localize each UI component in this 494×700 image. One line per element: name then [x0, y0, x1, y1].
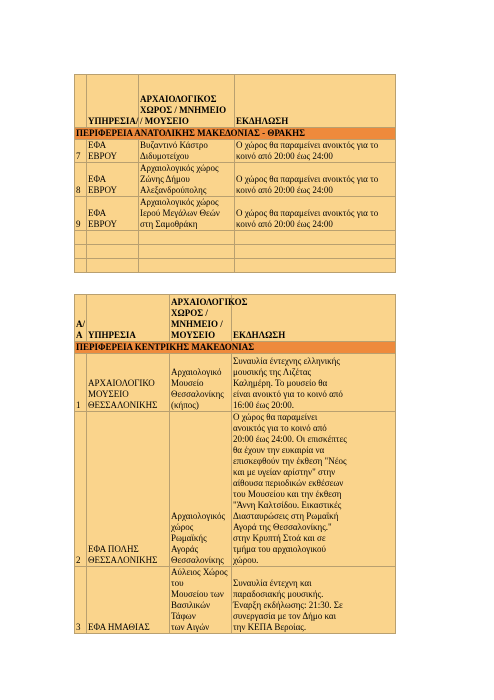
- row-number: 9: [75, 197, 87, 231]
- empty-row: [75, 245, 396, 259]
- header-service: ΥΠΗΡΕΣΙΑ: [87, 295, 170, 342]
- table-central-macedonia: [74, 294, 396, 634]
- row-event: Συναυλία έντεχνη και παραδοσιακής μουσικής. Έναρξη εκδήλωσης: 21:30. Σε συνεργασία με τον Δήμο και την ΚΕΠΑ Βεροίας.: [232, 567, 396, 634]
- row-number: 3: [75, 567, 87, 634]
- row-site: Βυζαντινό Κάστρο Διδυμοτείχου: [139, 140, 235, 163]
- row-number: 8: [75, 163, 87, 197]
- row-event: Ο χώρος θα παραμείνει ανοικτός για το κοινό από 20:00 έως 24:00. Οι επισκέπτες θα έχουν την ευκαιρία να επισκεφθούν την έκθεση "Νέος και με υγείαν αρίστην" στην αίθουσα περιοδικών εκθέσεων του Μουσείου και την έκθεση "Άννη Καλτσίδου. Εικαστικές Διασταυρώσεις στη Ρωμαϊκή Αγορά της Θεσσαλονίκης." στην Κρυπτή Στοά και σε τμήμα του αρχαιολογικού χώρου.: [232, 412, 396, 567]
- table-row: [75, 163, 396, 197]
- header-event: ΕΚΔΗΛΩΣΗ: [232, 295, 396, 342]
- region-label: ΠΕΡΙΦΕΡΕΙΑ ΚΕΝΤΡΙΚΗΣ ΜΑΚΕΔΟΝΙΑΣ: [75, 342, 396, 354]
- row-number: 2: [75, 412, 87, 567]
- row-service: ΕΦΑ ΕΒΡΟΥ: [87, 140, 139, 163]
- region-row: [75, 128, 396, 140]
- row-number: 1: [75, 354, 87, 412]
- row-service: ΕΦΑ ΠΟΛΗΣ ΘΕΣΣΑΛΟΝΙΚΗΣ: [87, 412, 170, 567]
- row-site: Αρχαιολογικό Μουσείο Θεσσαλονίκης (κήπος): [170, 354, 232, 412]
- header-num: [75, 75, 87, 128]
- row-site: Αρχαιολογικός χώρος Ρωμαϊκής Αγοράς Θεσσαλονίκης: [170, 412, 232, 567]
- row-service: ΕΦΑ ΕΒΡΟΥ: [87, 197, 139, 231]
- table-header-row: [75, 295, 396, 342]
- empty-row: [75, 259, 396, 273]
- table-row: [75, 197, 396, 231]
- table-row: [75, 140, 396, 163]
- header-num: Α/Α: [75, 295, 87, 342]
- region-label: ΠΕΡΙΦΕΡΕΙΑ ΑΝΑΤΟΛΙΚΗΣ ΜΑΚΕΔΟΝΙΑΣ - ΘΡΑΚΗΣ: [75, 128, 396, 140]
- table-row: [75, 354, 396, 412]
- row-event: Ο χώρος θα παραμείνει ανοικτός για το κοινό από 20:00 έως 24:00: [235, 163, 396, 197]
- table-row: [75, 412, 396, 567]
- row-site: Αρχαιολογικός χώρος Ζώνης Δήμου Αλεξανδρούπολης: [139, 163, 235, 197]
- header-service: ΥΠΗΡΕΣΙΑ/: [87, 75, 139, 128]
- row-event: Ο χώρος θα παραμείνει ανοικτός για το κοινό από 20:00 έως 24:00: [235, 140, 396, 163]
- row-service: ΑΡΧΑΙΟΛΟΓΙΚΟ ΜΟΥΣΕΙΟ ΘΕΣΣΑΛΟΝΙΚΗΣ: [87, 354, 170, 412]
- row-event: Συναυλία έντεχνης ελληνικής μουσικής της Λιζέτας Καλημέρη. Το μουσείο θα είναι ανοικτό για το κοινό από 16:00 έως 20:00.: [232, 354, 396, 412]
- header-site: ΑΡΧΑΙΟΛΟΓΙΚΟΣ ΧΩΡΟΣ / ΜΝΗΜΕΙΟ / ΜΟΥΣΕΙΟ: [139, 75, 235, 128]
- table-header-row: [75, 75, 396, 128]
- table-row: [75, 567, 396, 634]
- region-row: [75, 342, 396, 354]
- header-site: ΑΡΧΑΙΟΛΟΓΙΚΟΣ ΧΩΡΟΣ / ΜΝΗΜΕΙΟ / ΜΟΥΣΕΙΟ: [170, 295, 232, 342]
- empty-row: [75, 231, 396, 245]
- row-site: Αρχαιολογικός χώρος Ιερού Μεγάλων Θεών στη Σαμοθράκη: [139, 197, 235, 231]
- row-service: ΕΦΑ ΕΒΡΟΥ: [87, 163, 139, 197]
- row-site: Αύλειος Χώρος του Μουσείου των Βασιλικών Τάφων των Αιγών: [170, 567, 232, 634]
- row-event: Ο χώρος θα παραμείνει ανοικτός για το κοινό από 20:00 έως 24:00: [235, 197, 396, 231]
- header-event: ΕΚΔΗΛΩΣΗ: [235, 75, 396, 128]
- row-number: 7: [75, 140, 87, 163]
- table-east-macedonia-thrace: [74, 74, 396, 273]
- row-service: ΕΦΑ ΗΜΑΘΙΑΣ: [87, 567, 170, 634]
